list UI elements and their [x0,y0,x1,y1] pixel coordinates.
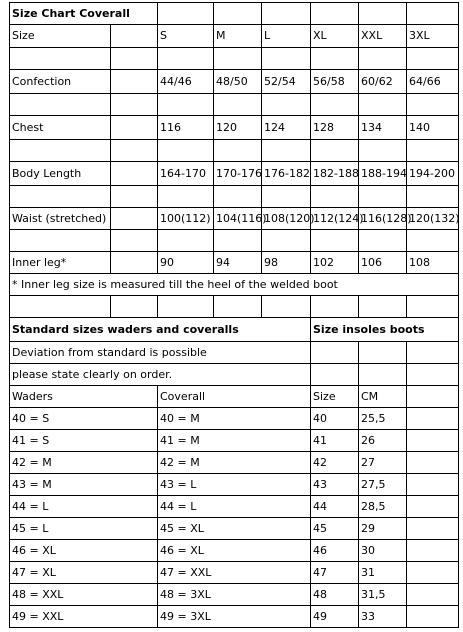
coverall-size: 43 = L [158,474,311,496]
table-cell: 128 [311,116,359,140]
empty-cell [311,48,359,70]
empty-cell [407,230,459,252]
empty-cell [407,430,459,452]
footnote-row [10,274,459,296]
waders-size: 46 = XL [10,540,158,562]
empty-cell [111,230,158,252]
insole-size: 44 [311,496,359,518]
table-cell: 140 [407,116,459,140]
standard-sizes-title: Standard sizes waders and coveralls [10,318,311,342]
size-chart-body [10,3,459,628]
table-cell: 102 [311,252,359,274]
empty-cell [407,3,459,25]
empty-cell [214,296,262,318]
size-column-header: L [262,25,311,48]
empty-cell [407,94,459,116]
empty-cell [359,364,407,386]
empty-cell [407,496,459,518]
size-map-row [10,452,459,474]
coverall-size: 42 = M [158,452,311,474]
insole-size: 40 [311,408,359,430]
empty-cell [214,3,262,25]
empty-cell [407,518,459,540]
waders-size: 45 = L [10,518,158,540]
empty-cell [262,186,311,208]
table-cell: 120(132) [407,208,459,230]
table-cell: 120 [214,116,262,140]
spacer-row [10,186,459,208]
insole-size-header: Size [311,386,359,408]
waders-size: 47 = XL [10,562,158,584]
note-row [10,364,459,386]
table-cell: 90 [158,252,214,274]
empty-cell [214,186,262,208]
empty-cell [111,94,158,116]
table-cell: 60/62 [359,70,407,94]
coverall-size: 47 = XXL [158,562,311,584]
coverall-size: 40 = M [158,408,311,430]
waders-size: 43 = M [10,474,158,496]
empty-cell [359,3,407,25]
table-cell: 94 [214,252,262,274]
size-map-row [10,408,459,430]
empty-cell [407,584,459,606]
table-cell: 188-194 [359,162,407,186]
waders-size: 48 = XXL [10,584,158,606]
insole-cm: 27 [359,452,407,474]
title-row [10,3,459,25]
table-cell: 100(112) [158,208,214,230]
empty-cell [359,94,407,116]
empty-cell [311,94,359,116]
table-cell: 164-170 [158,162,214,186]
empty-cell [111,140,158,162]
empty-cell [214,48,262,70]
measurement-row [10,162,459,186]
empty-cell [407,540,459,562]
empty-cell [111,208,158,230]
empty-cell [158,3,214,25]
empty-cell [359,230,407,252]
insole-cm-header: CM [359,386,407,408]
empty-cell [158,48,214,70]
empty-cell [111,252,158,274]
spacer-row [10,230,459,252]
table-cell: 108 [407,252,459,274]
spacer-row [10,48,459,70]
table-cell: 48/50 [214,70,262,94]
empty-cell [407,186,459,208]
empty-cell [111,116,158,140]
insole-cm: 27,5 [359,474,407,496]
insole-size: 43 [311,474,359,496]
insole-size: 41 [311,430,359,452]
size-map-row [10,496,459,518]
measurement-row [10,252,459,274]
row-label: Waist (stretched) [10,208,111,230]
coverall-size: 45 = XL [158,518,311,540]
coverall-size: 49 = 3XL [158,606,311,628]
empty-cell [10,186,111,208]
empty-cell [311,364,359,386]
table-cell: 170-176 [214,162,262,186]
order-note: please state clearly on order. [10,364,311,386]
deviation-note: Deviation from standard is possible [10,342,311,364]
spacer-row [10,140,459,162]
empty-cell [359,186,407,208]
empty-cell [158,296,214,318]
insole-cm: 31 [359,562,407,584]
row-label: Inner leg* [10,252,111,274]
empty-cell [359,296,407,318]
insole-size: 46 [311,540,359,562]
empty-cell [262,230,311,252]
size-column-header: M [214,25,262,48]
size-map-row [10,540,459,562]
size-chart-table [9,2,459,628]
size-column-header: XL [311,25,359,48]
insole-size: 48 [311,584,359,606]
coverall-header: Coverall [158,386,311,408]
empty-cell [111,70,158,94]
table-cell: 56/58 [311,70,359,94]
table-cell: 64/66 [407,70,459,94]
insole-cm: 33 [359,606,407,628]
empty-cell [407,408,459,430]
empty-cell [111,25,158,48]
table-cell: 116(128) [359,208,407,230]
table-cell: 44/46 [158,70,214,94]
empty-cell [407,48,459,70]
footnote: * Inner leg size is measured till the heel of the welded boot [10,274,459,296]
waders-size: 49 = XXL [10,606,158,628]
size-column-header: S [158,25,214,48]
size-column-header: XXL [359,25,407,48]
empty-cell [311,186,359,208]
coverall-size: 46 = XL [158,540,311,562]
measurement-row [10,116,459,140]
table-cell: 98 [262,252,311,274]
row-label: Chest [10,116,111,140]
size-map-row [10,606,459,628]
chart-title: Size Chart Coverall [10,3,158,25]
empty-cell [311,296,359,318]
size-map-row [10,474,459,496]
empty-cell [407,606,459,628]
table-cell: 116 [158,116,214,140]
empty-cell [111,162,158,186]
section-title-row [10,318,459,342]
size-map-row [10,562,459,584]
empty-cell [10,230,111,252]
table-cell: 104(116) [214,208,262,230]
empty-cell [111,296,158,318]
measurement-row [10,70,459,94]
insole-size: 47 [311,562,359,584]
empty-cell [214,230,262,252]
size-header: Size [10,25,111,48]
empty-cell [311,342,359,364]
empty-cell [359,140,407,162]
size-map-row [10,518,459,540]
empty-cell [158,94,214,116]
spacer-row [10,296,459,318]
coverall-size: 44 = L [158,496,311,518]
sub-header-row [10,386,459,408]
waders-size: 42 = M [10,452,158,474]
insole-cm: 30 [359,540,407,562]
insole-cm: 26 [359,430,407,452]
insole-size: 45 [311,518,359,540]
header-row [10,25,459,48]
empty-cell [111,48,158,70]
spacer-row [10,94,459,116]
empty-cell [407,562,459,584]
row-label: Confection [10,70,111,94]
coverall-size: 41 = M [158,430,311,452]
empty-cell [158,230,214,252]
empty-cell [407,140,459,162]
table-cell: 108(120) [262,208,311,230]
waders-size: 40 = S [10,408,158,430]
empty-cell [262,140,311,162]
empty-cell [10,296,111,318]
table-cell: 124 [262,116,311,140]
empty-cell [262,48,311,70]
empty-cell [359,342,407,364]
size-column-header: 3XL [407,25,459,48]
insole-cm: 29 [359,518,407,540]
empty-cell [311,3,359,25]
table-cell: 52/54 [262,70,311,94]
empty-cell [262,296,311,318]
empty-cell [111,186,158,208]
table-cell: 176-182 [262,162,311,186]
insole-size: 42 [311,452,359,474]
empty-cell [359,48,407,70]
measurement-row [10,208,459,230]
empty-cell [407,296,459,318]
insoles-title: Size insoles boots [311,318,459,342]
size-map-row [10,430,459,452]
empty-cell [407,364,459,386]
size-map-row [10,584,459,606]
note-row [10,342,459,364]
empty-cell [158,140,214,162]
empty-cell [407,386,459,408]
empty-cell [262,3,311,25]
waders-header: Waders [10,386,158,408]
empty-cell [262,94,311,116]
empty-cell [158,186,214,208]
table-cell: 106 [359,252,407,274]
insole-cm: 25,5 [359,408,407,430]
table-cell: 112(124) [311,208,359,230]
waders-size: 44 = L [10,496,158,518]
empty-cell [10,140,111,162]
row-label: Body Length [10,162,111,186]
empty-cell [214,94,262,116]
empty-cell [311,230,359,252]
insole-size: 49 [311,606,359,628]
table-cell: 194-200 [407,162,459,186]
insole-cm: 28,5 [359,496,407,518]
empty-cell [10,48,111,70]
empty-cell [407,342,459,364]
waders-size: 41 = S [10,430,158,452]
empty-cell [407,474,459,496]
table-cell: 134 [359,116,407,140]
empty-cell [10,94,111,116]
empty-cell [214,140,262,162]
coverall-size: 48 = 3XL [158,584,311,606]
insole-cm: 31,5 [359,584,407,606]
table-cell: 182-188 [311,162,359,186]
empty-cell [311,140,359,162]
empty-cell [407,452,459,474]
